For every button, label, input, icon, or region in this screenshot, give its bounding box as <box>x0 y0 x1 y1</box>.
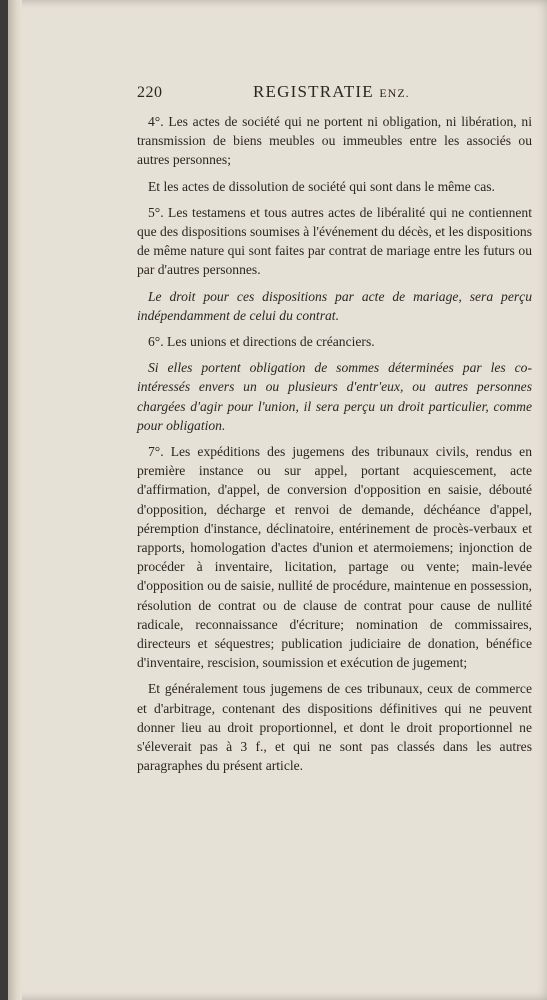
paragraph-7-general: Et généralement tous jugemens de ces tribunaux, ceux de commerce et d'arbitrage, contenant des dispositions définitives qui ne peuvent donner lieu au droit proportionnel, et dont le droit proportionnel ne s'éleverait pas à 3 f., et qui ne sont pas classés dans les autres paragraphes du présent article. <box>137 681 532 774</box>
paragraph-4: 4°. Les actes de société qui ne portent ni obligation, ni libération, ni transmission de biens meubles ou immeubles entre les associés ou autres personnes; <box>137 114 532 168</box>
text-block <box>137 82 532 783</box>
running-title-suffix: ENZ. <box>379 86 410 100</box>
paragraph-5-note: Le droit pour ces dispositions par acte de mariage, sera perçu indépendamment de celui du contrat. <box>137 288 532 323</box>
paragraph-6: 6°. Les unions et directions de créanciers. <box>148 334 375 350</box>
page-header <box>137 82 532 112</box>
paragraph-6-note: Si elles portent obligation de sommes déterminées par les co-intéressés envers un ou plusieurs d'entr'eux, ou autres personnes chargées d'agir pour l'union, il sera perçu un droit particulier, comme pour obligation. <box>137 360 532 433</box>
paragraph-4-dissolution: Et les actes de dissolution de société qui sont dans le même cas. <box>148 178 495 194</box>
paragraph-7: 7°. Les expéditions des jugemens des tribunaux civils, rendus en première instance ou sur appel, portant acquiescement, acte d'affirmation, d'appel, de conversion d'opposition en saisie, débouté d'opposition, décharge et renvoi de demande, déchéance d'appel, péremption d'instance, déclinatoire, entérinement de procès-verbaux et rapports, homologation d'actes d'union et atermoiemens; injonction de procéder à inventaire, licitation, partage ou vente; main-levée d'opposition ou de saisie, nullité de procédure, maintenue en possession, résolution de contrat ou de clause de contrat pour cause de nullité radicale, reconnaissance d'écriture; nomination de commissaires, directeurs et séquestres; publication judiciaire de donation, bénéfice d'inventaire, rescision, soumission et exécution de jugement; <box>137 444 532 671</box>
running-title <box>253 82 410 102</box>
paragraph-5: 5°. Les testamens et tous autres actes de libéralité qui ne contiennent que des dispositions soumises à l'événement du décès, et les dispositions de même nature qui sont faites par contrat de mariage entre les futurs ou par d'autres personnes. <box>137 204 532 278</box>
page-number: 220 <box>137 84 163 101</box>
running-title-main: REGISTRATIE <box>253 82 374 101</box>
page-gutter-shadow <box>8 0 22 1000</box>
book-page <box>8 0 547 1000</box>
